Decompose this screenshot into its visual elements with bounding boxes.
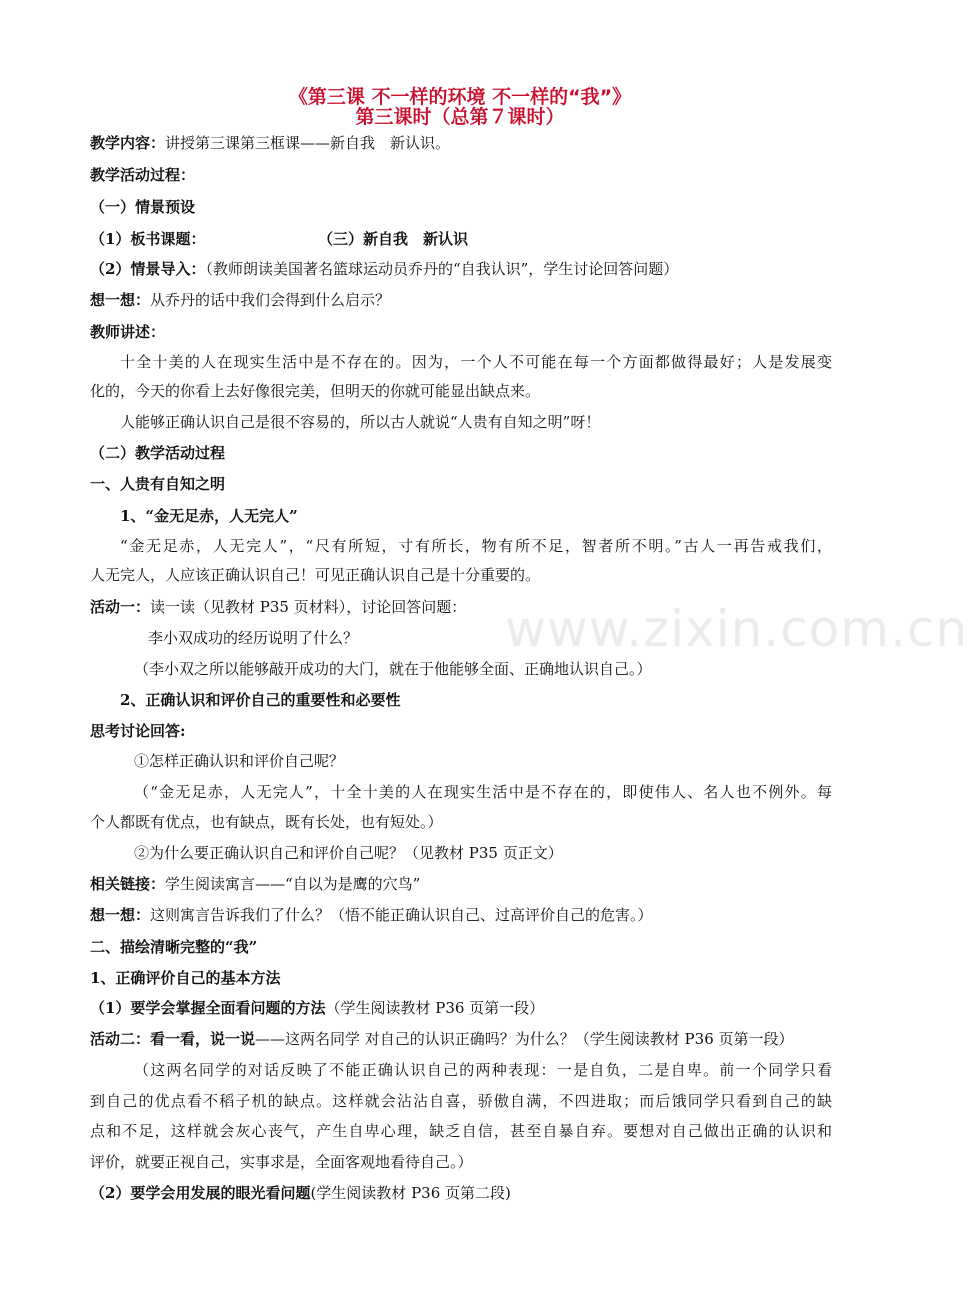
answer-1: （李小双之所以能够敲开成功的大门，就在于他能够全面、正确地认识自己。） <box>134 660 652 678</box>
method2-text: (学生阅读教材 P36 页第二段) <box>310 1184 511 1202</box>
think-text-1: 从乔丹的话中我们会得到什么启示？ <box>150 291 391 309</box>
method2-line <box>90 1183 511 1203</box>
paragraph-4-line-4: 评价，就要正视自己，实事求是，全面客观地看待自己。） <box>90 1153 473 1171</box>
item3-heading: 1、正确评价自己的基本方法 <box>90 969 281 987</box>
activity2-line <box>90 1029 794 1049</box>
related-link-text: 学生阅读寓言——“自以为是鹰的穴鸟” <box>165 875 421 893</box>
paragraph-3-line-2: 人无完人，人应该正确认识自己！可见正确认识自己是十分重要的。 <box>90 566 541 584</box>
method1-label: （1）要学会掌握全面看问题的方法 <box>90 999 326 1017</box>
think-label-1: 想一想： <box>90 291 151 309</box>
activity2-text: ——这两名同学 对自己的认识正确吗？为什么？（学生阅读教材 P36 页第一段） <box>255 1030 794 1048</box>
paragraph-4-line-2: 到自己的优点看不稻子机的缺点。这样就会沾沾自喜，骄傲自满，不四进取；而后饿同学只看到自己的缺 <box>90 1092 832 1110</box>
part2-heading: 二、描绘清晰完整的“我” <box>90 938 258 956</box>
activity2-label: 活动二：看一看，说一说 <box>90 1030 256 1048</box>
paragraph-3-line-1: “金无足赤，人无完人”，“尺有所短，寸有所长，物有所不足，智者所不明。”古人一再告戒我们， <box>120 537 832 555</box>
think-line-1 <box>90 290 390 310</box>
teaching-content-text: 讲授第三课第三框课——新自我 新认识。 <box>165 134 451 152</box>
related-link-line <box>90 874 420 894</box>
board-title-label: （1）板书课题： <box>90 230 206 248</box>
paragraph-2: 人能够正确认识自己是很不容易的，所以古人就说“人贵有自知之明”呀！ <box>120 413 601 431</box>
lesson-subtitle: 第三课时（总第７课时） <box>355 106 565 128</box>
section1-heading: （一）情景预设 <box>90 198 196 216</box>
method1-text: （学生阅读教材 P36 页第一段） <box>325 999 545 1017</box>
discussion-question-1: ①怎样正确认识和评价自己呢？ <box>134 752 345 770</box>
discussion-label: 思考讨论回答: <box>90 722 186 740</box>
activity1-line <box>90 597 466 617</box>
item1-heading: 1、“金无足赤，人无完人” <box>120 507 298 525</box>
question-1: 李小双成功的经历说明了什么？ <box>148 629 359 647</box>
discussion-answer-1-line-2: 个人都既有优点，也有缺点，既有长处，也有短处。） <box>90 813 443 831</box>
related-link-label: 相关链接： <box>90 875 166 893</box>
teaching-content-line <box>90 133 450 153</box>
paragraph-1-line-2: 化的，今天的你看上去好像很完美，但明天的你就可能显出缺点来。 <box>90 382 541 400</box>
scene-intro-line <box>90 259 678 279</box>
think-label-2: 想一想： <box>90 906 151 924</box>
paragraph-1-line-1: 十全十美的人在现实生活中是不存在的。因为，一个人不可能在每一个方面都做得最好；人是发展变 <box>120 353 832 371</box>
paragraph-4-line-3: 点和不足，这样就会灰心丧气，产生自卑心理，缺乏自信，甚至自暴自弃。要想对自己做出正确的认识和 <box>90 1122 832 1140</box>
teacher-narration-label: 教师讲述： <box>90 323 166 341</box>
section2-heading: （二）教学活动过程 <box>90 444 226 462</box>
discussion-question-2: ②为什么要正确认识自己和评价自己呢？（见教材 P35 页正文） <box>134 844 563 862</box>
item2-heading: 2、正确认识和评价自己的重要性和必要性 <box>120 691 401 709</box>
watermark: www.zixin.com.cn <box>505 600 968 658</box>
think-text-2: 这则寓言告诉我们了什么？（悟不能正确认识自己、过高评价自己的危害。） <box>150 906 653 924</box>
think-line-2 <box>90 905 653 925</box>
scene-intro-label: （2）情景导入： <box>90 260 206 278</box>
discussion-answer-1-line-1: （“金无足赤，人无完人”，十全十美的人在现实生活中是不存在的，即使伟人、名人也不例外。每 <box>134 783 832 801</box>
activity1-label: 活动一： <box>90 598 151 616</box>
part1-heading: 一、人贵有自知之明 <box>90 475 226 493</box>
method1-line <box>90 998 544 1018</box>
lesson-title: 《第三课 不一样的环境 不一样的“我”》 <box>288 86 632 108</box>
board-title-text: （三）新自我 新认识 <box>318 230 469 248</box>
method2-label: （2）要学会用发展的眼光看问题 <box>90 1184 311 1202</box>
teaching-content-label: 教学内容： <box>90 134 166 152</box>
activity1-text: 读一读（见教材 P35 页材料），讨论回答问题： <box>150 598 467 616</box>
paragraph-4-line-1: （这两名同学的对话反映了不能正确认识自己的两种表现：一是自负，二是自卑。前一个同学只看 <box>134 1061 832 1079</box>
process-heading: 教学活动过程： <box>90 166 196 184</box>
scene-intro-text: （教师朗读美国著名篮球运动员乔丹的“自我认识”，学生讨论回答问题） <box>205 260 679 278</box>
